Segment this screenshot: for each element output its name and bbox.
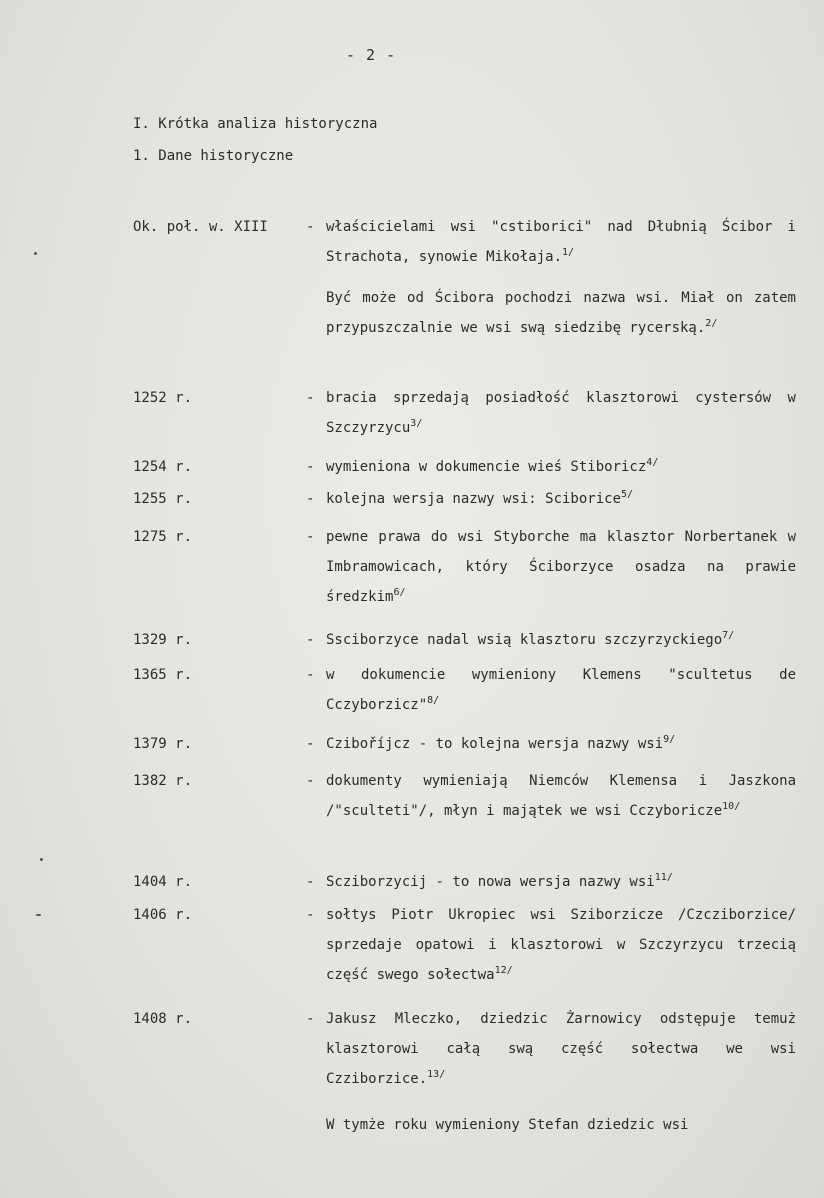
entry-date: 1406 r. — [133, 907, 193, 923]
entry-text-body: Cziboříjcz - to kolejna wersja nazwy wsi — [326, 736, 664, 752]
entry-date: 1365 r. — [133, 667, 193, 683]
entry-text — [326, 522, 796, 612]
footnote-ref: 5/ — [621, 489, 634, 500]
entry-date: 1252 r. — [133, 390, 193, 406]
entry-text-body: Jakusz Mleczko, dziedzic Żarnowicy odstępuje temuż klasztorowi całą swą część sołectwa we wsi Czziborzice. — [326, 1011, 796, 1087]
footnote-ref: 7/ — [722, 630, 735, 641]
scan-speck — [34, 252, 37, 255]
entry-text — [326, 766, 796, 826]
entry-text-body: Być może od Ścibora pochodzi nazwa wsi. Miał on zatem przypuszczalnie we wsi swą siedzibę rycerską. — [326, 290, 796, 336]
entry-dash: - — [306, 219, 315, 235]
entry-text — [326, 867, 796, 897]
entry-text — [326, 484, 796, 514]
entry-text-body: wymieniona w dokumencie wieś Stiboricz — [326, 459, 647, 475]
entry-dash: - — [306, 874, 315, 890]
entry-text-body: bracia sprzedają posiadłość klasztorowi cystersów w Szczyrzycu — [326, 390, 796, 436]
footnote-ref: 9/ — [663, 734, 676, 745]
entry-date: 1329 r. — [133, 632, 193, 648]
entry-text — [326, 383, 796, 443]
entry-dash: - — [306, 773, 315, 789]
entry-text-body: pewne prawa do wsi Styborche ma klasztor Norbertanek w Imbramowicach, który Ściborzyce osadza na prawie średzkim — [326, 529, 796, 605]
entry-text — [326, 660, 796, 720]
entry-dash: - — [306, 459, 315, 475]
entry-text-body: Scziborzycij - to nowa wersja nazwy wsi — [326, 874, 655, 890]
footnote-ref: 13/ — [427, 1069, 446, 1080]
entry-dash: - — [306, 529, 315, 545]
entry-date: 1255 r. — [133, 491, 193, 507]
entry-date: 1254 r. — [133, 459, 193, 475]
entry-dash: - — [306, 907, 315, 923]
entry-date: 1408 r. — [133, 1011, 193, 1027]
entry-text — [326, 1110, 796, 1140]
entry-text — [326, 212, 796, 272]
scan-speck — [40, 858, 43, 861]
footnote-ref: 8/ — [427, 695, 440, 706]
entry-text — [326, 1004, 796, 1094]
section-heading: I. Krótka analiza historyczna — [133, 116, 378, 132]
footnote-ref: 12/ — [494, 965, 513, 976]
entry-text-body: kolejna wersja nazwy wsi: Sciborice — [326, 491, 622, 507]
footnote-ref: 11/ — [654, 872, 673, 883]
entry-dash: - — [306, 491, 315, 507]
entry-date: Ok. poł. w. XIII — [133, 219, 268, 235]
entry-date: 1275 r. — [133, 529, 193, 545]
entry-dash: - — [306, 667, 315, 683]
entry-date: 1379 r. — [133, 736, 193, 752]
entry-text — [326, 452, 796, 482]
entry-text — [326, 625, 796, 655]
entry-text-body: W tymże roku wymieniony Stefan dziedzic wsi — [326, 1117, 689, 1133]
entry-dash: - — [306, 390, 315, 406]
entry-date: 1404 r. — [133, 874, 193, 890]
scan-speck — [36, 914, 41, 916]
entry-text-body: w dokumencie wymieniony Klemens "scultetus de Cczyborzicz" — [326, 667, 796, 713]
entry-text — [326, 283, 796, 343]
footnote-ref: 2/ — [705, 318, 718, 329]
entry-text-body: Ssciborzyce nadal wsią klasztoru szczyrzyckiego — [326, 632, 723, 648]
entry-text — [326, 729, 796, 759]
footnote-ref: 3/ — [410, 418, 423, 429]
entry-dash: - — [306, 1011, 315, 1027]
subsection-heading: 1. Dane historyczne — [133, 148, 294, 164]
entry-text-body: dokumenty wymieniają Niemców Klemensa i Jaszkona /"sculteti"/, młyn i majątek we wsi Cczyboricze — [326, 773, 796, 819]
entry-text-body: sołtys Piotr Ukropiec wsi Sziborzicze /Czcziborzice/ sprzedaje opatowi i klasztorowi w Szczyrzycu trzecią część swego sołectwa — [326, 907, 796, 983]
entry-text — [326, 900, 796, 990]
entry-dash: - — [306, 736, 315, 752]
entry-date: 1382 r. — [133, 773, 193, 789]
entry-dash: - — [306, 632, 315, 648]
footnote-ref: 6/ — [393, 587, 406, 598]
footnote-ref: 1/ — [562, 247, 575, 258]
footnote-ref: 10/ — [722, 801, 741, 812]
footnote-ref: 4/ — [646, 457, 659, 468]
entry-text-body: właścicielami wsi "cstiborici" nad Dłubnią Ścibor i Strachota, synowie Mikołaja. — [326, 219, 796, 265]
page-number: - 2 - — [346, 46, 397, 64]
